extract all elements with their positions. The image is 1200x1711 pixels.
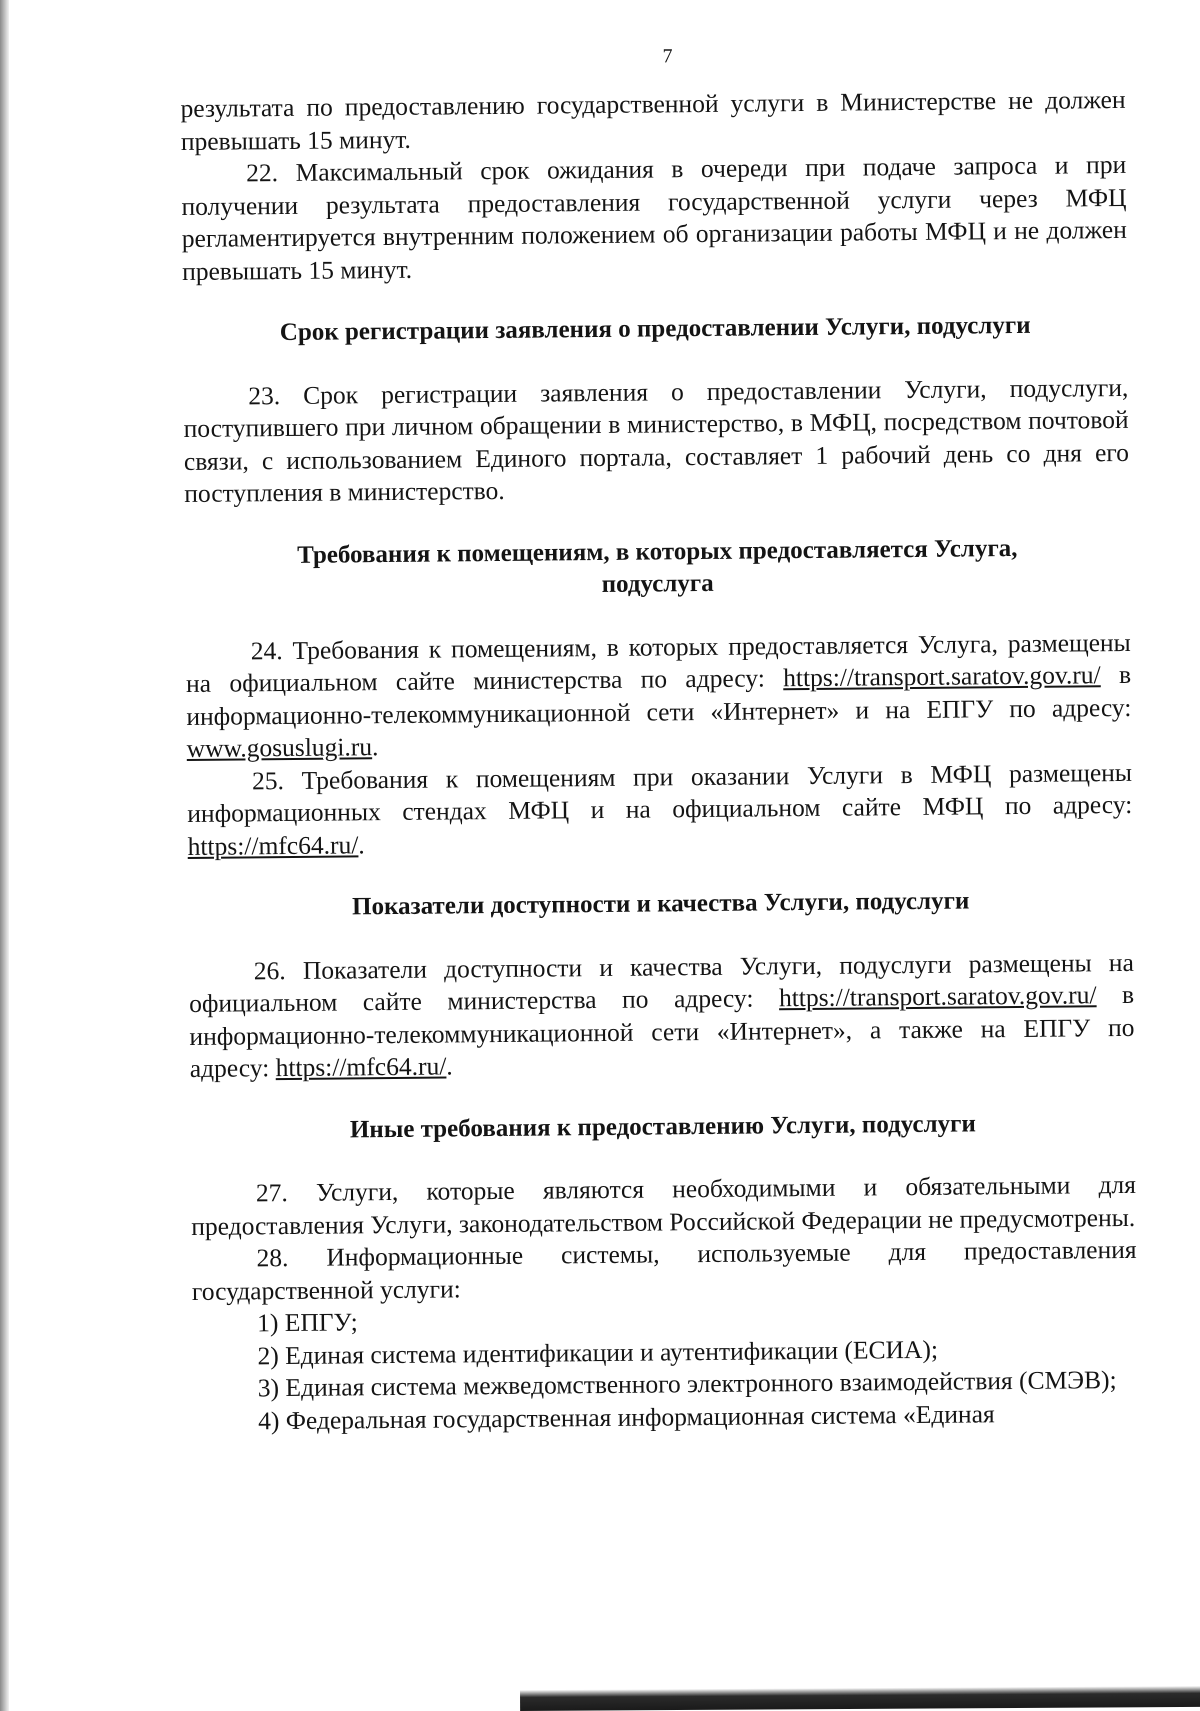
paragraph-24-text-a: 24. Требования к помещениям, в которых предоставляется Услуга, размещены на официальном сайте министерства по адресу: [185,627,1131,698]
scan-bottom-edge [520,1686,1200,1711]
section-heading-premises [185,531,1131,605]
paragraph-22: 22. Максимальный срок ожидания в очереди при подаче запроса и при получении результата предоставления государственной услуги через МФЦ регламентируется внутренним положением об организации работы МФЦ и не должен превышать 15 минут. [181,149,1127,286]
list-item-1: 1) ЕПГУ; [257,1307,358,1338]
paragraph-26-text-b: в информационно-телекоммуникационной сети «Интернет», а также на ЕПГУ по адресу: [189,979,1135,1083]
paragraph-24-text-c: . [371,732,379,762]
paragraph-23: 23. Срок регистрации заявления о предоставлении Услуги, подуслуги, поступившего при личном обращении в министерство, в МФЦ, посредством почтовой связи, с использованием Единого портала, составляет 1 рабочий день со дня его поступления в министерство. [183,372,1130,508]
list-item-4: 4) Федеральная государственная информационная система «Единая [258,1398,995,1435]
paragraph-27: 27. Услуги, которые являются необходимыми и обязательными для предоставления Услуги, законодательством Российской Федерации не предусмотрены. [191,1169,1137,1241]
paragraph-28: 28. Информационные системы, используемые для предоставления государственной услуги: [191,1234,1137,1306]
paragraph-24 [186,626,1132,765]
page-number: 7 [662,45,673,68]
scan-left-edge [0,0,9,1711]
link-mfc64-2[interactable]: https://mfc64.ru/ [275,1051,447,1083]
paragraph-25-text-b: . [358,829,365,859]
link-gosuslugi[interactable]: www.gosuslugi.ru [186,732,373,763]
paragraph-26 [189,946,1135,1085]
link-transport-saratov[interactable]: https://transport.saratov.gov.ru/ [783,660,1101,693]
page-content [180,41,1138,1438]
paragraph-26-text-c: . [446,1051,453,1081]
section-heading-accessibility: Показатели доступности и качества Услуги, подуслуги [351,887,970,921]
paragraph-26-text-a: 26. Показатели доступности и качества Услуги, подуслуги размещены на официальном сайте министерства по адресу: [189,947,1134,1018]
paragraph-25 [187,756,1133,863]
section-heading-premises-line2: подуслуга [601,569,714,598]
section-heading-premises-line1: Требования к помещениям, в которых предоставляется Услуга, [297,534,1018,569]
list-item-2: 2) Единая система идентификации и аутентификации (ЕСИА); [257,1334,939,1370]
link-transport-saratov-2[interactable]: https://transport.saratov.gov.ru/ [778,980,1097,1013]
section-heading-registration: Срок регистрации заявления о предоставлении Услуги, подуслуги [279,311,1031,347]
paragraph-24-text-b: в информационно-телекоммуникационной сети «Интернет» и на ЕПГУ по адресу: [186,659,1132,731]
paragraph-continuation: результата по предоставлению государственной услуги в Министерстве не должен превышать 15 минут. [180,84,1126,156]
paragraph-25-text-a: 25. Требования к помещениям при оказании Услуги в МФЦ размещены информационных стендах МФЦ и на официальном сайте МФЦ по адресу: [187,757,1133,828]
list-item-3: 3) Единая система межведомственного электронного взаимодействия (СМЭВ); [257,1365,1117,1403]
link-mfc64[interactable]: https://mfc64.ru/ [187,829,359,861]
section-heading-other-requirements: Иные требования к предоставлению Услуги, подуслуги [349,1109,976,1143]
